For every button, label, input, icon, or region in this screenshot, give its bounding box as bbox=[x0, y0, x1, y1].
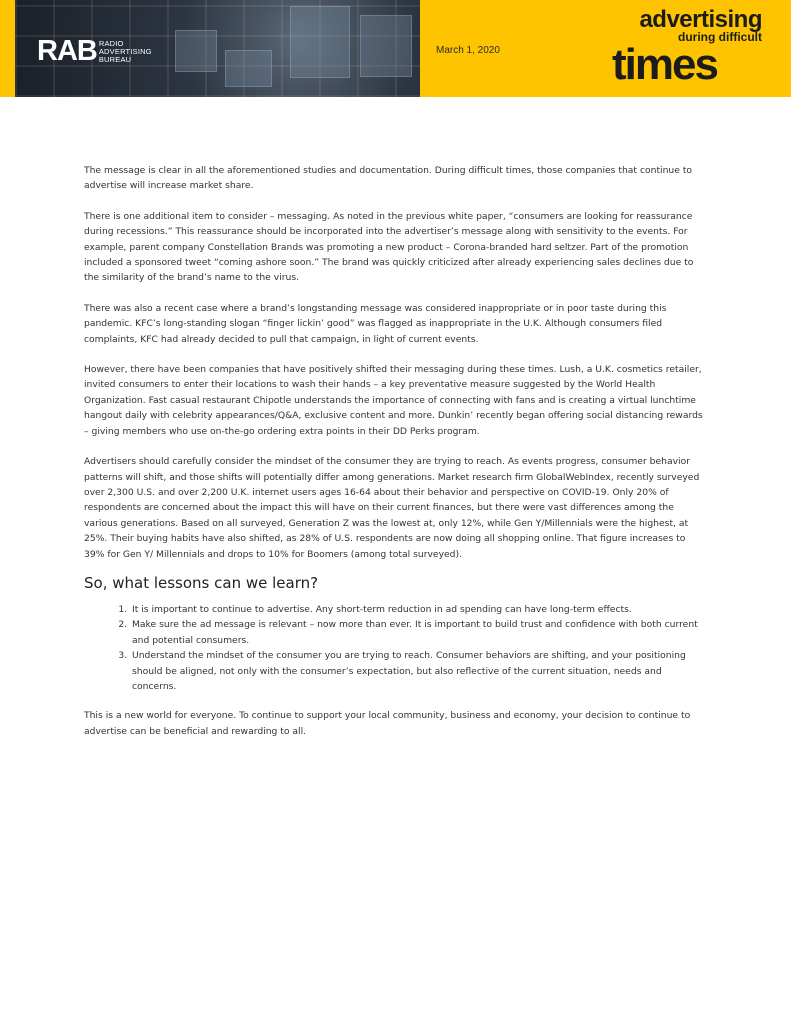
city-aerial-photo bbox=[15, 0, 420, 97]
rab-logo-short: RAB bbox=[37, 35, 97, 67]
series-title-line2: during difficult bbox=[678, 30, 762, 44]
rab-line-2: ADVERTISING bbox=[98, 46, 152, 56]
paragraph: There is one additional item to consider – messaging. As noted in the previous white paper, “consumers are looking for reassurance during recessions.” This reassurance should be incorporated into the advertiser’s message along with sensitivity to the events. For example, parent company Constellation Brands was promoting a new product – Corona-branded hard seltzer. Part of the promotion included a sponsored tweet “coming ashore soon.” The brand was quickly criticized after already experiencing sales declines due to the similarity of the brand’s name to the virus. bbox=[84, 210, 694, 284]
document-date: March 1, 2020 bbox=[436, 45, 500, 56]
rab-line-3: BUREAU bbox=[98, 54, 132, 64]
document-body bbox=[84, 163, 706, 754]
rab-line-1: RADIO bbox=[98, 38, 124, 48]
lesson-item: 3. Understand the mindset of the consumer you are trying to reach. Consumer behaviors are shifting, and your positioning should be aligned, not only with the consumer’s expectation, but also reflective of the current situation, needs and concerns. bbox=[130, 648, 706, 694]
paragraph: The message is clear in all the aforementioned studies and documentation. During difficult times, those companies that continue to advertise will increase market share. bbox=[84, 165, 693, 192]
series-title-line3: times bbox=[612, 40, 717, 89]
rab-logo bbox=[37, 37, 152, 66]
section-heading: So, what lessons can we learn? bbox=[84, 573, 319, 592]
rab-logo-full bbox=[99, 40, 152, 64]
series-title-logo bbox=[612, 6, 762, 89]
paragraph: There was also a recent case where a brand’s longstanding message was considered inappropriate or in poor taste during this pandemic. KFC’s long-standing slogan “finger lickin’ good” was flagged as inappropriate in the U.K. Although consumers filed complaints, KFC had already decided to pull that campaign, in light of current events. bbox=[84, 302, 667, 345]
paragraph: Advertisers should carefully consider the mindset of the consumer they are trying to reach. As events progress, consumer behavior patterns will shift, and those shifts will potentially differ among generations. Market research firm GlobalWebIndex, recently surveyed over 2,300 U.S. and over 2,200 U.K. internet users ages 16-64 about their behavior and perspective on COVID-19. Only 20% of respondents are concerned about the impact this will have on their current finances, but there were vast differences among the various generations. Based on all surveyed, Generation Z was the lowest at, only 12%, while Gen Y/Millennials were the highest, at 25%. Their buying habits have also shifted, as 28% of U.S. respondents are now doing all shopping online. That figure increases to 39% for Gen Y/ Millennials and drops to 10% for Boomers (among total surveyed). bbox=[84, 456, 700, 560]
header-banner bbox=[0, 0, 791, 97]
lessons-list bbox=[84, 602, 706, 694]
lesson-item: 1. It is important to continue to advertise. Any short-term reduction in ad spending can have long-term effects. bbox=[130, 602, 706, 617]
series-title-line1: advertising bbox=[639, 6, 762, 33]
closing-paragraph: This is a new world for everyone. To continue to support your local community, business and economy, your decision to continue to advertise can be beneficial and rewarding to all. bbox=[84, 710, 691, 737]
paragraph: However, there have been companies that have positively shifted their messaging during these times. Lush, a U.K. cosmetics retailer, invited consumers to enter their locations to wash their hands – a key preventative measure suggested by the World Health Organization. Fast casual restaurant Chipotle understands the importance of connecting with fans and is creating a virtual lunchtime hangout daily with celebrity appearances/Q&A, exclusive content and more. Dunkin’ recently began offering social distancing rewards – giving members who use on-the-go ordering extra points in their DD Perks program. bbox=[84, 364, 703, 437]
lesson-item: 2. Make sure the ad message is relevant – now more than ever. It is important to build trust and confidence with both current and potential consumers. bbox=[130, 617, 706, 648]
